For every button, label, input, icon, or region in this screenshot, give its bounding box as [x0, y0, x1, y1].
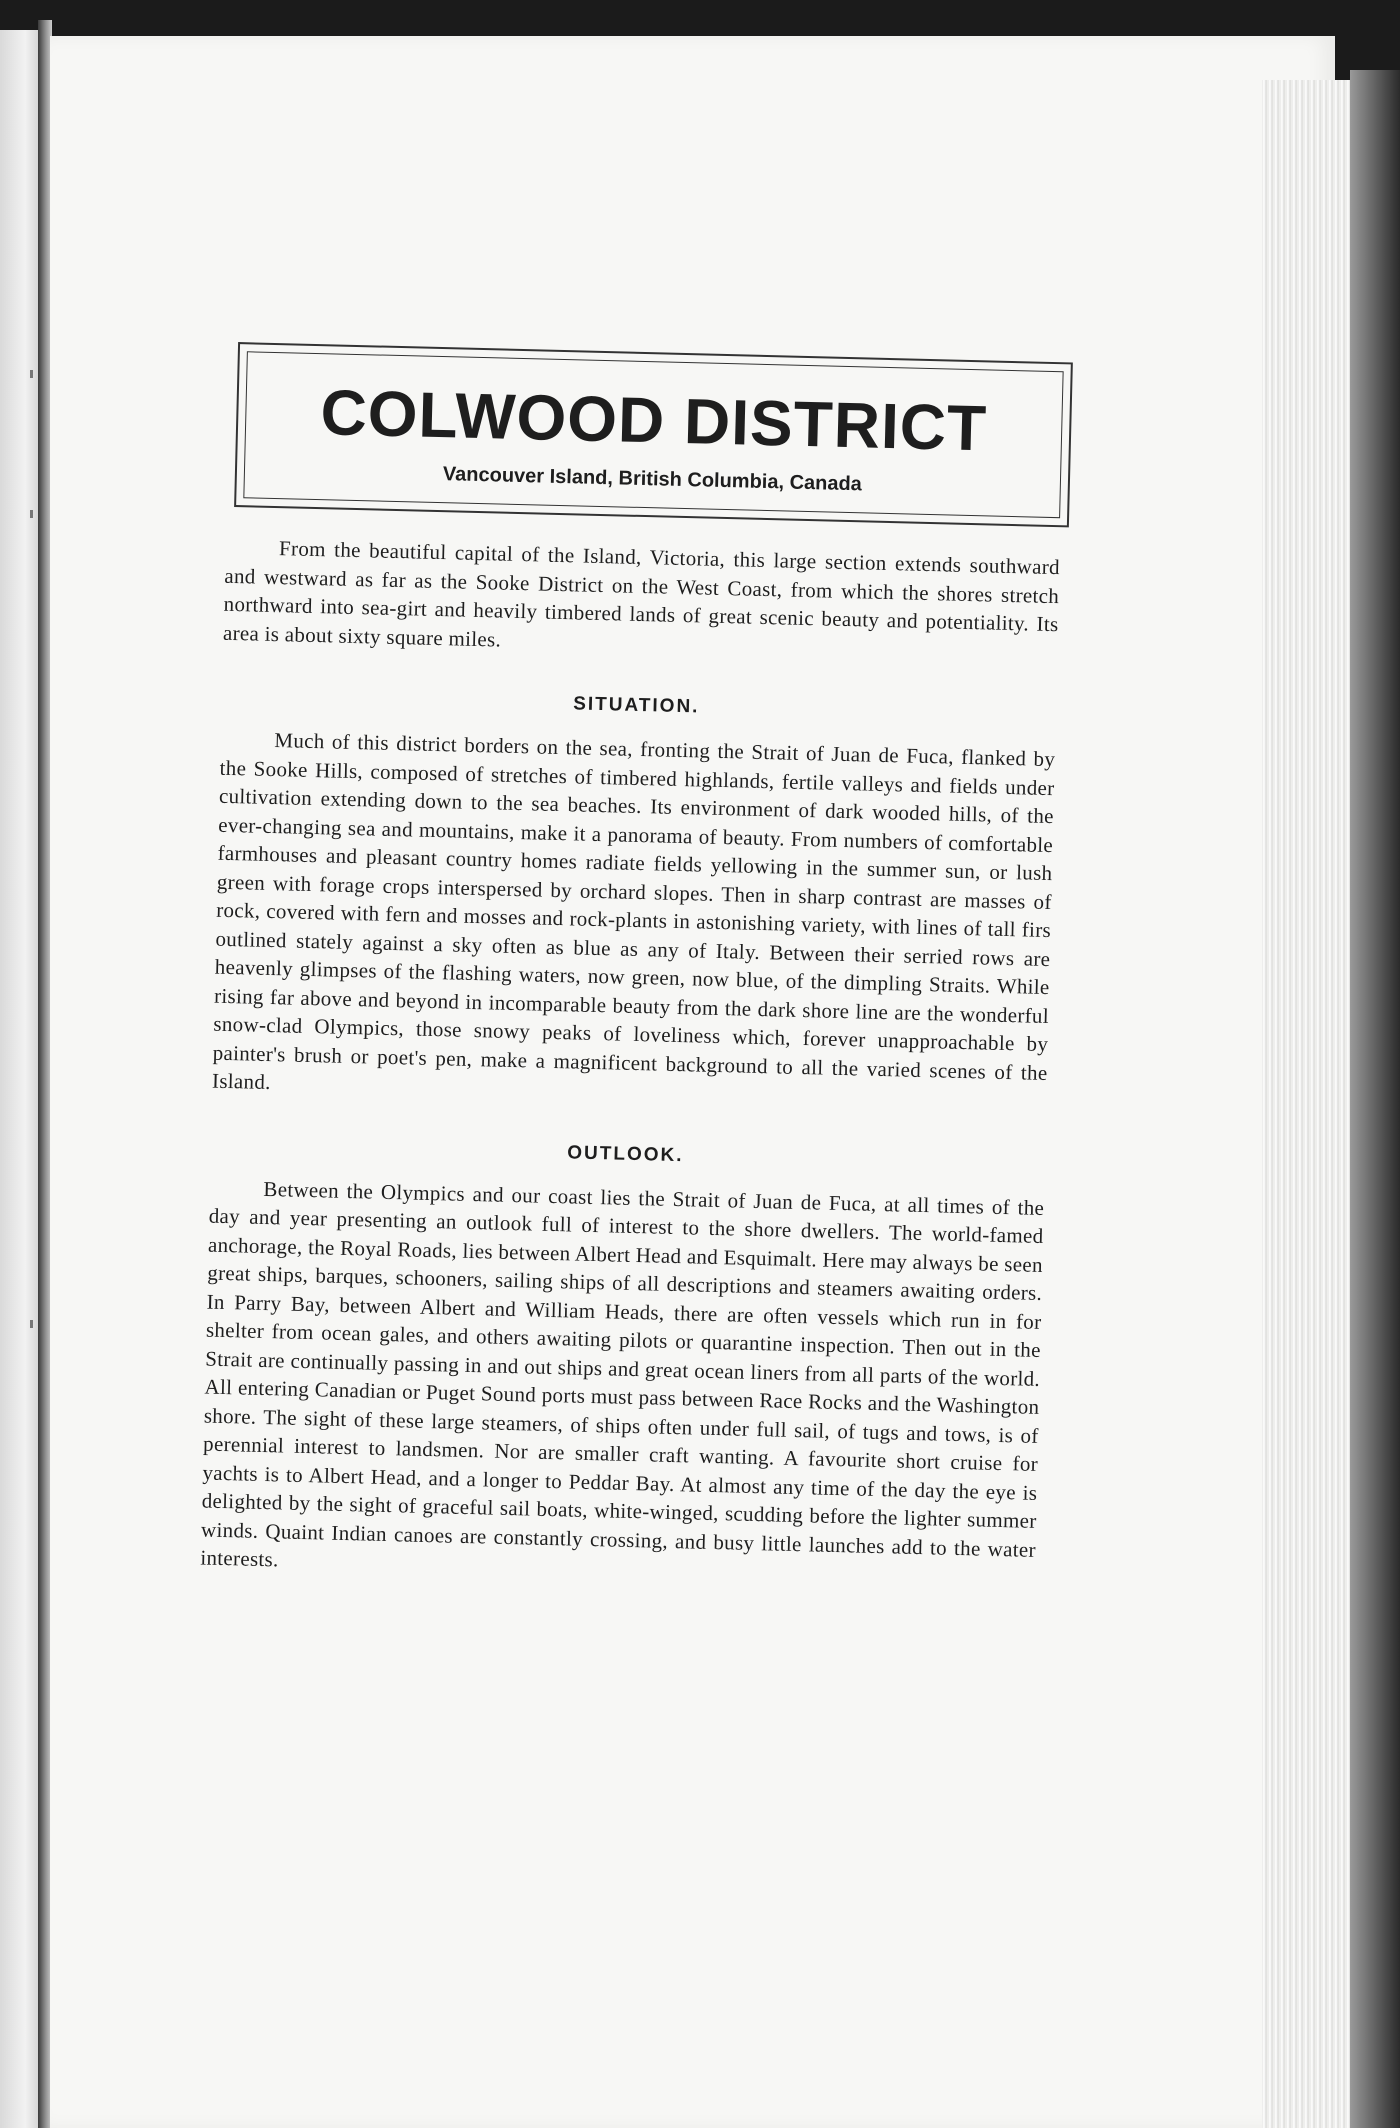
section-heading-outlook: OUTLOOK.: [567, 1141, 684, 1166]
outlook-paragraph: Between the Olympics and our coast lies the Strait of Juan de Fuca, at all times of the day and year presenting an outlook full of interest to the shore dwellers. The world-famed anchorage, the Royal Roads, lies between Albert Head and Esquimalt. Here may always be seen great ships, barques, schooners, sailing ships of all descriptions and steamers awaiting orders. In Parry Bay, between Albert and William Heads, there are often vessels which run in for shelter from ocean gales, and others awaiting pilots or quarantine inspection. Then out in the Strait are continually passing in and out ships and great ocean liners from all parts of the world. All entering Canadian or Puget Sound ports must pass between Race Rocks and the Washington shore. The sight of these large steamers, of ships often under full sail, of tugs and tows, is of perennial interest to landsmen. Nor are smaller craft wanting. A favourite short cruise for yachts is to Albert Head, and a longer to Peddar Bay. At almost any time of the day the eye is delighted by the sight of graceful sail boats, white-winged, scudding before the lighter summer winds. Quaint Indian canoes are constantly crossing, and busy little launches add to the water interests.: [200, 1176, 1045, 1572]
book-shadow: [1350, 70, 1400, 2128]
page-content: [175, 341, 1085, 1593]
margin-mark: [30, 510, 33, 518]
title-frame-inner: [243, 351, 1063, 518]
page-title: COLWOOD DISTRICT: [319, 376, 988, 465]
page-subtitle: Vancouver Island, British Columbia, Canada: [442, 463, 863, 496]
margin-mark: [30, 1320, 33, 1328]
intro-paragraph: From the beautiful capital of the Island, Victoria, this large section extends southward and westward as far as the Sooke District on the West Coast, from which the shores stretch northward into sea-girt and heavily timbered lands of great scenic beauty and potentiality. Its area is about sixty square miles.: [222, 536, 1061, 652]
margin-mark: [30, 370, 33, 378]
previous-page-edge: [0, 30, 42, 2128]
situation-paragraph: Much of this district borders on the sea, fronting the Strait of Juan de Fuca, flanked by the Sooke Hills, composed of stretches of timbered highlands, fertile valleys and fields under cultivation extending down to the sea beaches. Its environment of dark wooded hills, of the ever-changing sea and mountains, make it a panorama of beauty. From numbers of comfortable farmhouses and pleasant country homes radiate fields yellowing in the summer sun, or lush green with forage crops interspersed by orchard slopes. Then in sharp contrast are masses of rock, covered with fern and mosses and rock-plants in astonishing variety, with lines of tall firs outlined stately against a sky often as blue as any of Italy. Between their serried rows are heavenly glimpses of the flashing waters, now green, now blue, of the dimpling Straits. While rising far above and beyond in incomparable beauty from the dark shore line are the wonderful snow-clad Olympics, those snowy peaks of loveliness which, forever unapproachable by painter's brush or poet's pen, make a magnificent background to all the varied scenes of the Island.: [211, 728, 1056, 1095]
title-frame: [234, 342, 1073, 527]
page-stack-edge: [1262, 80, 1354, 2128]
section-heading-situation: SITUATION.: [572, 693, 700, 718]
